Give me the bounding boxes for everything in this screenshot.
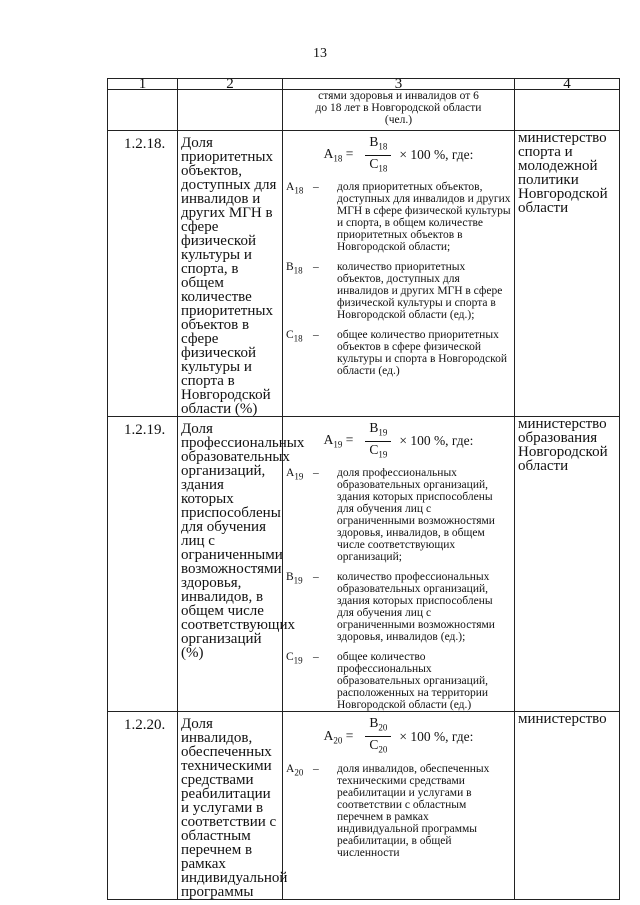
table-row: [108, 417, 620, 712]
continuation-text: стями здоровья и инвалидов от 6 до 18 лет в Новгородской области (чел.): [283, 90, 515, 131]
responsible-body: министерство спорта и молодежной политики Новгородской области: [515, 131, 620, 417]
responsible-body: министерство: [515, 712, 620, 900]
table-header-row: [108, 79, 620, 90]
definition: $A_{19}$ – доля профессиональных образовательных организаций, здания которых приспособлены для обучения лиц с ограниченными возможностями здоровья, инвалидов, в общем числе соответствующих организаций;: [286, 467, 495, 564]
calculation-method: [283, 417, 515, 712]
row-number: 1.2.20.: [108, 712, 178, 900]
formula: $A_{18}$ = $\frac{B_{18}}{C_{18}}$ × 100 %, где:: [323, 134, 474, 174]
calculation-method: [283, 131, 515, 417]
formula: $A_{20}$ = $\frac{B_{20}}{C_{20}}$ × 100 %, где:: [323, 715, 474, 755]
table-row: [108, 131, 620, 417]
indicators-table: [107, 78, 620, 900]
continuation-row: [108, 90, 620, 131]
responsible-body: министерство образования Новгородской области: [515, 417, 620, 712]
column-number-3: 3: [283, 79, 515, 90]
calculation-method: [283, 712, 515, 900]
definition: $C_{18}$ – общее количество приоритетных объектов в сфере физической культуры и спорта в Новгородской области (ед.): [286, 329, 507, 378]
indicator-name: Доля профессиональных образовательных организаций, здания которых приспособлены для обучения лиц с ограниченными возможностями здоровья, инвалидов, в общем числе соответствующих организаций (%): [178, 417, 283, 712]
column-number-2: 2: [178, 79, 283, 90]
row-number: 1.2.19.: [108, 417, 178, 712]
definition: $B_{18}$ – количество приоритетных объектов, доступных для инвалидов и других МГН в сфере физической культуры и спорта в Новгородской области (ед.);: [286, 261, 503, 322]
column-number-1: 1: [108, 79, 178, 90]
indicator-name: Доля приоритетных объектов, доступных для инвалидов и других МГН в сфере физической культуры и спорта, в общем количестве приоритетных объектов в сфере физической культуры и спорта в Новгородской области (%): [178, 131, 283, 417]
column-number-4: 4: [515, 79, 620, 90]
definition: $C_{19}$ – общее количество профессиональных образовательных организаций, расположенных на территории Новгородской области (ед.): [286, 651, 489, 712]
row-number: 1.2.18.: [108, 131, 178, 417]
formula: $A_{19}$ = $\frac{B_{19}}{C_{19}}$ × 100 %, где:: [323, 420, 474, 460]
table-row: [108, 712, 620, 900]
page-number: 13: [313, 46, 327, 61]
definition: $B_{19}$ – количество профессиональных образовательных организаций, здания которых приспособлены для обучения лиц с ограниченными возможностями здоровья, инвалидов (ед.);: [286, 571, 495, 644]
definition: $A_{18}$ – доля приоритетных объектов, доступных для инвалидов и других МГН в сфере физической культуры и спорта, в общем количестве приоритетных объектов в Новгородской области;: [286, 181, 511, 254]
definition: $A_{20}$ – доля инвалидов, обеспеченных техническими средствами реабилитации и услугами в соответствии с областным перечнем в рамках индивидуальной программы реабилитации, в общей численности: [286, 762, 490, 859]
indicator-name: Доля инвалидов, обеспеченных техническими средствами реабилитации и услугами в соответствии с областным перечнем в рамках индивидуальной программы: [178, 712, 283, 900]
